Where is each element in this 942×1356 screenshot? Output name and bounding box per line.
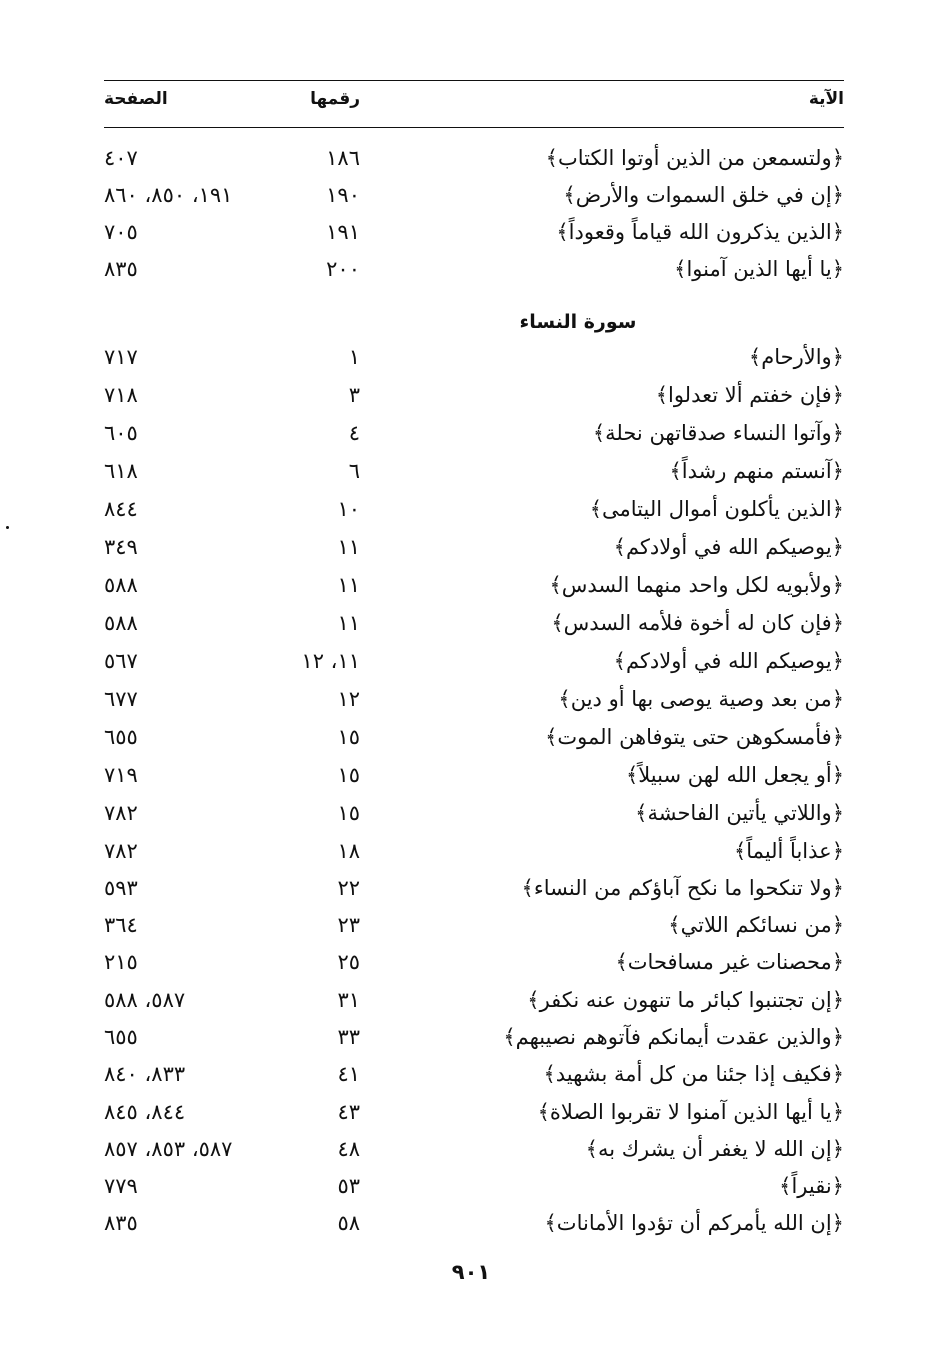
verse-number: ١٥ <box>337 763 360 787</box>
table-row <box>104 718 844 756</box>
scan-speck <box>6 526 9 529</box>
table-row <box>104 213 844 251</box>
page-ref: ٣٤٩ <box>104 535 138 559</box>
page-ref: ٦٠٥ <box>104 421 138 445</box>
verse-number: ٢٠٠ <box>326 257 360 281</box>
verse-text: ﴿ولا تنكحوا ما نكح آباؤكم من النساء﴾ <box>521 876 844 900</box>
verse-text: ﴿ولأبويه لكل واحد منهما السدس﴾ <box>549 573 844 597</box>
verse-text: ﴿يا أيها الذين آمنوا لا تقربوا الصلاة﴾ <box>537 1100 844 1124</box>
verse-number: ٤ <box>348 421 360 445</box>
verse-number: ٥٨ <box>337 1211 360 1235</box>
verse-text: ﴿والذين عقدت أيمانكم فآتوهم نصيبهم﴾ <box>503 1025 844 1049</box>
verse-text: ﴿فكيف إذا جئنا من كل أمة بشهيد﴾ <box>543 1062 844 1086</box>
page-ref: ٨٤٤ <box>104 497 138 521</box>
verse-number: ٤٣ <box>337 1100 360 1124</box>
table-row <box>104 642 844 680</box>
verse-number: ٤٨ <box>337 1137 360 1161</box>
page-ref: ٥٨٨ <box>104 611 138 635</box>
verse-number: ١٥ <box>337 725 360 749</box>
header-number: رقمها <box>310 89 360 109</box>
verse-text: ﴿إن الله يأمركم أن تؤدوا الأمانات﴾ <box>544 1211 844 1235</box>
table-row <box>104 832 844 870</box>
table-row <box>104 981 844 1019</box>
verse-number: ١٩٠ <box>326 183 360 207</box>
table-row <box>104 566 844 604</box>
verse-text: ﴿محصنات غير مسافحات﴾ <box>615 950 844 974</box>
table-row <box>104 414 844 452</box>
verse-text: ﴿ولتسمعن من الذين أوتوا الكتاب﴾ <box>545 146 844 170</box>
table-row <box>104 756 844 794</box>
table-row <box>104 1167 844 1205</box>
page-ref: ١٩١، ٨٥٠، ٨٦٠ <box>104 183 233 207</box>
verse-text: ﴿إن في خلق السموات والأرض﴾ <box>563 183 844 207</box>
page-ref: ٥٦٧ <box>104 649 138 673</box>
table-row <box>104 1130 844 1168</box>
verse-number: ٢٥ <box>337 950 360 974</box>
verse-text: ﴿من نسائكم اللاتي﴾ <box>668 913 844 937</box>
page-ref: ٤٠٧ <box>104 146 138 170</box>
table-row <box>104 376 844 414</box>
verse-number: ٥٣ <box>337 1174 360 1198</box>
page-ref: ٨٣٥ <box>104 257 138 281</box>
page-ref: ٨٣٥ <box>104 1211 138 1235</box>
page-ref: ٧١٩ <box>104 763 138 787</box>
verse-text: ﴿الذين يأكلون أموال اليتامى﴾ <box>589 497 844 521</box>
verse-number: ٣١ <box>337 988 360 1012</box>
verse-text: ﴿أو يجعل الله لهن سبيلاً﴾ <box>625 763 844 787</box>
verse-text: ﴿من بعد وصية يوصى بها أو دين﴾ <box>558 687 844 711</box>
table-row <box>104 139 844 177</box>
verse-number: ١٩١ <box>326 220 360 244</box>
section-title: سورة النساء <box>519 311 637 333</box>
page-ref: ٧٠٥ <box>104 220 138 244</box>
page-ref: ٣٦٤ <box>104 913 138 937</box>
verse-number: ١١ <box>337 573 360 597</box>
verse-number: ٤١ <box>337 1062 360 1086</box>
verse-text: ﴿يوصيكم الله في أولادكم﴾ <box>613 535 844 559</box>
verse-number: ١٨٦ <box>326 146 360 170</box>
verse-number: ٢٣ <box>337 913 360 937</box>
verse-number: ١ <box>348 345 360 369</box>
table-row <box>104 604 844 642</box>
page-ref: ٦١٨ <box>104 459 138 483</box>
page-ref: ٢١٥ <box>104 950 138 974</box>
verse-text: ﴿فأمسكوهن حتى يتوفاهن الموت﴾ <box>545 725 844 749</box>
table-row <box>104 869 844 907</box>
verse-text: ﴿الذين يذكرون الله قياماً وقعوداً﴾ <box>556 220 844 244</box>
verse-text: ﴿والأرحام﴾ <box>748 345 844 369</box>
table-row <box>104 1093 844 1131</box>
verse-number: ١٠ <box>337 497 360 521</box>
verse-text: ﴿نقيراً﴾ <box>779 1174 844 1198</box>
table-row <box>104 338 844 376</box>
verse-text: ﴿وآتوا النساء صدقاتهن نحلة﴾ <box>592 421 844 445</box>
page-ref: ٧٧٩ <box>104 1174 138 1198</box>
verse-number: ١٥ <box>337 801 360 825</box>
page-ref: ٦٧٧ <box>104 687 138 711</box>
page-ref: ٧١٧ <box>104 345 138 369</box>
table-row <box>104 906 844 944</box>
table-header <box>104 80 844 128</box>
verse-number: ١٨ <box>337 839 360 863</box>
table-row <box>104 943 844 981</box>
page-ref: ٨٤٤، ٨٤٥ <box>104 1100 186 1124</box>
verse-text: ﴿آنستم منهم رشداً﴾ <box>669 459 844 483</box>
table-row <box>104 1055 844 1093</box>
page-number: ٩٠١ <box>451 1260 491 1284</box>
table-row <box>104 1018 844 1056</box>
page-ref: ٧٨٢ <box>104 839 138 863</box>
header-verse: الآية <box>808 89 844 109</box>
page-ref: ٧١٨ <box>104 383 138 407</box>
table-row <box>104 176 844 214</box>
page-ref: ٨٣٣، ٨٤٠ <box>104 1062 186 1086</box>
table-row <box>104 250 844 288</box>
table-row <box>104 1204 844 1242</box>
verse-number: ١١ <box>337 535 360 559</box>
verse-text: ﴿فإن خفتم ألا تعدلوا﴾ <box>655 383 844 407</box>
page-ref: ٥٨٨ <box>104 573 138 597</box>
verse-number: ٢٢ <box>337 876 360 900</box>
verse-text: ﴿إن تجتنبوا كبائر ما تنهون عنه نكفر﴾ <box>527 988 844 1012</box>
table-row <box>104 794 844 832</box>
verse-number: ١١، ١٢ <box>301 649 360 673</box>
verse-number: ٦ <box>348 459 360 483</box>
verse-number: ٣ <box>348 383 360 407</box>
verse-text: ﴿يوصيكم الله في أولادكم﴾ <box>613 649 844 673</box>
verse-text: ﴿واللاتي يأتين الفاحشة﴾ <box>635 801 844 825</box>
verse-number: ١٢ <box>337 687 360 711</box>
verse-text: ﴿يا أيها الذين آمنوا﴾ <box>674 257 844 281</box>
table-row <box>104 452 844 490</box>
verse-number: ٣٣ <box>337 1025 360 1049</box>
page-ref: ٦٥٥ <box>104 1025 138 1049</box>
page-ref: ٥٨٧، ٥٨٨ <box>104 988 186 1012</box>
table-row <box>104 680 844 718</box>
page-ref: ٥٨٧، ٨٥٣، ٨٥٧ <box>104 1137 233 1161</box>
verse-number: ١١ <box>337 611 360 635</box>
verse-text: ﴿فإن كان له أخوة فلأمه السدس﴾ <box>551 611 844 635</box>
section-heading <box>104 304 844 340</box>
table-row <box>104 490 844 528</box>
page-ref: ٧٨٢ <box>104 801 138 825</box>
verse-text: ﴿عذاباً أليماً﴾ <box>733 839 844 863</box>
verse-text: ﴿إن الله لا يغفر أن يشرك به﴾ <box>585 1137 844 1161</box>
page-ref: ٦٥٥ <box>104 725 138 749</box>
table-row <box>104 528 844 566</box>
page-ref: ٥٩٣ <box>104 876 138 900</box>
header-page: الصفحة <box>104 89 168 109</box>
